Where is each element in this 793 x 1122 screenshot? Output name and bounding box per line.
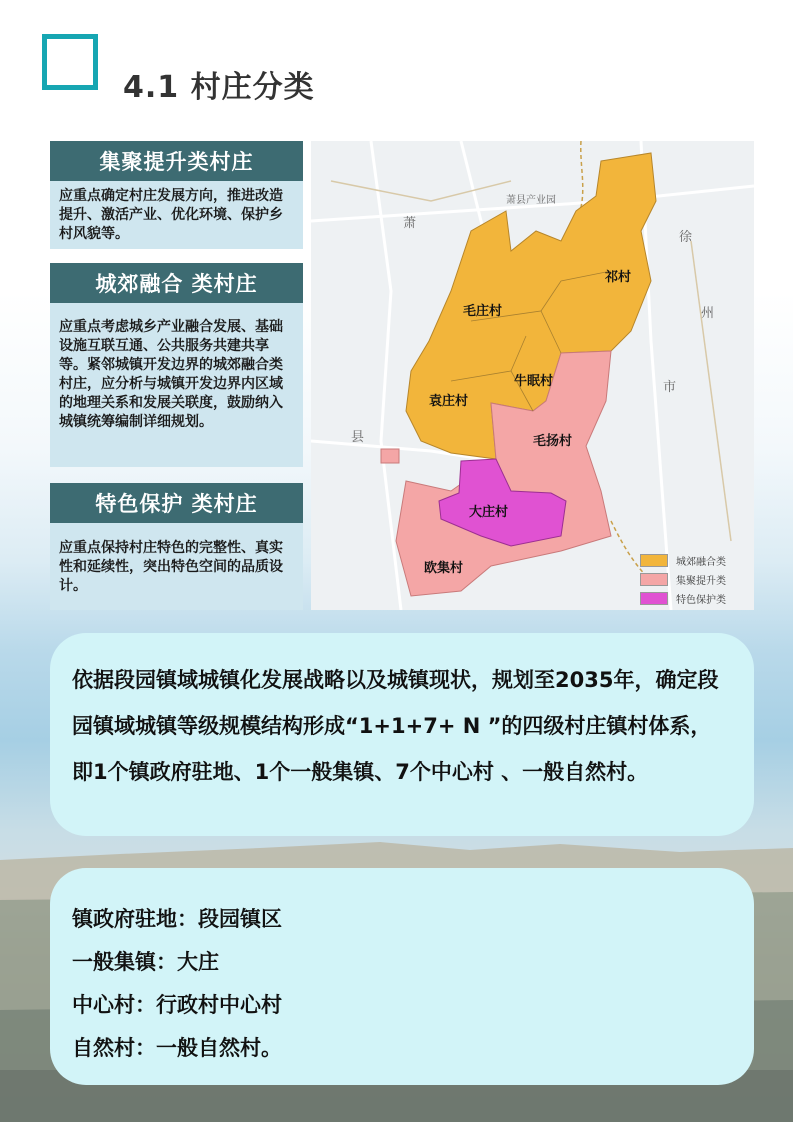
category-title-characteristic: 特色保护 类村庄 — [50, 483, 303, 523]
map-text-xian: 县 — [351, 430, 365, 445]
legend-item-agglomeration — [640, 570, 752, 589]
level-general-town: 一般集镇：大庄 — [72, 950, 219, 974]
page-title: 4.1 村庄分类 — [123, 70, 315, 105]
village-label-dazhuang: 大庄村 — [469, 505, 509, 520]
legend-item-suburban — [640, 551, 752, 570]
system-description-box — [50, 633, 754, 836]
village-label-maozhuang: 毛庄村 — [463, 304, 503, 319]
legend-item-characteristic — [640, 589, 752, 608]
level-central-village: 中心村：行政村中心村 — [72, 993, 282, 1017]
legend-label-characteristic: 特色保护类 — [676, 595, 726, 606]
map-legend — [640, 551, 752, 608]
legend-swatch-characteristic — [640, 592, 668, 605]
map-text-xu: 徐 — [679, 230, 693, 245]
category-desc-characteristic: 应重点保持村庄特色的完整性、真实性和延续性，突出特色空间的品质设计。 — [50, 523, 303, 610]
category-desc-suburban: 应重点考虑城乡产业融合发展、基础设施互联互通、公共服务共建共享等。紧邻城镇开发边界的城郊融合类村庄，应分析与城镇开发边界内区域的地理关系和发展关联度，鼓励纳入城镇统筹编制详细规划。 — [50, 303, 303, 467]
header-square-icon — [42, 34, 98, 90]
map-text-zhou: 州 — [701, 306, 715, 321]
legend-label-suburban: 城郊融合类 — [676, 557, 726, 568]
village-label-yuanzhuang: 袁庄村 — [429, 394, 469, 409]
map-text-park: 萧县产业园 — [506, 195, 556, 206]
category-title-suburban: 城郊融合 类村庄 — [50, 263, 303, 303]
village-classification-map — [311, 141, 754, 610]
legend-swatch-suburban — [640, 554, 668, 567]
village-label-maochang: 毛扬村 — [533, 434, 573, 449]
map-text-shi: 市 — [663, 380, 677, 395]
legend-swatch-agglomeration — [640, 573, 668, 586]
map-text-xiao: 萧 — [403, 216, 417, 231]
settlement-levels-box — [50, 868, 754, 1085]
level-natural-village: 自然村：一般自然村。 — [72, 1036, 282, 1060]
village-label-niumian: 牛眠村 — [514, 374, 554, 389]
system-description-text: 依据段园镇域城镇化发展战略以及城镇现状，规划至2035年，确定段园镇域城镇等级规模结构形成“1+1+7+ N ”的四级村庄镇村体系，即1个镇政府驻地、1个一般集镇、7个中心村 、一般自然村。 — [72, 668, 719, 784]
level-town-seat: 镇政府驻地：段园镇区 — [72, 907, 282, 931]
legend-label-agglomeration: 集聚提升类 — [676, 576, 726, 587]
category-title-agglomeration: 集聚提升类村庄 — [50, 141, 303, 181]
category-desc-agglomeration: 应重点确定村庄发展方向，推进改造提升、激活产业、优化环境、保护乡村风貌等。 — [50, 181, 303, 249]
village-label-qi: 祁村 — [605, 270, 632, 285]
village-label-ouji: 欧集村 — [424, 561, 464, 576]
